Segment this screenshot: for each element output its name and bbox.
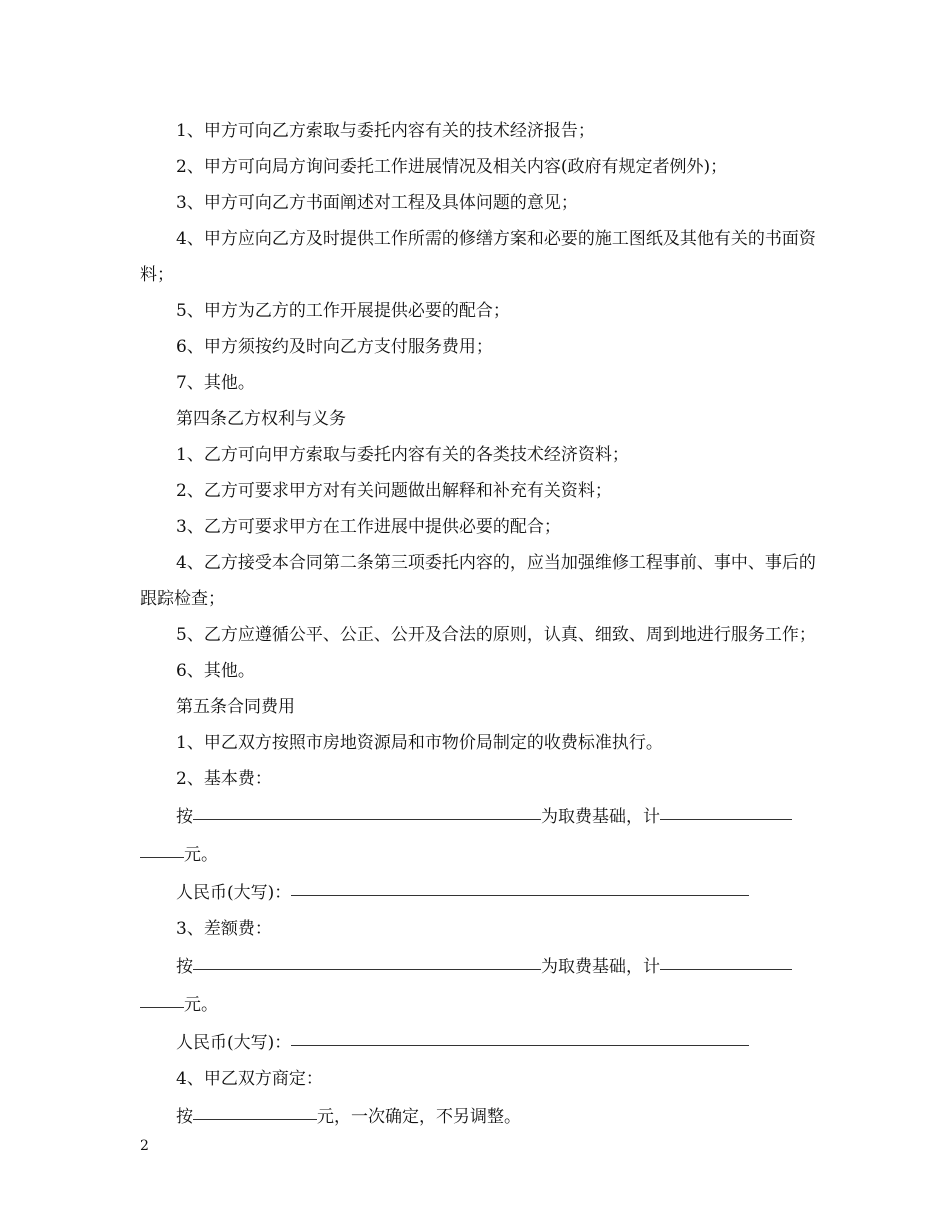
- fill-yuan-text: 元。: [184, 845, 218, 865]
- party-a-clause-7: 7、其他。: [176, 373, 255, 393]
- article-5-item-4-label: 4、甲乙双方商定：: [176, 1069, 323, 1089]
- article-4-heading: 第四条乙方权利与义务: [176, 409, 346, 429]
- agreed-fee-line: [140, 1097, 820, 1135]
- article-5-item-1: 1、甲乙双方按照市房地资源局和市物价局制定的收费标准执行。: [176, 733, 663, 753]
- agreed-fee-amount-blank[interactable]: [193, 1095, 317, 1120]
- difference-fee-fill-line: [140, 947, 820, 1023]
- article-4-item-1: 1、乙方可向甲方索取与委托内容有关的各类技术经济资料；: [176, 445, 629, 465]
- basic-fee-amount-blank-cont[interactable]: [140, 833, 184, 858]
- agreed-fee-tail-text: 元，一次确定，不另调整。: [317, 1107, 521, 1127]
- article-4-item-2: 2、乙方可要求甲方对有关问题做出解释和补充有关资料；: [176, 481, 612, 501]
- party-a-clause-6: 6、甲方须按约及时向乙方支付服务费用；: [176, 337, 493, 357]
- fill-basis-text: 为取费基础，计: [541, 957, 660, 977]
- basic-fee-basis-blank[interactable]: [193, 795, 541, 820]
- article-5-item-2-label: 2、基本费：: [176, 769, 272, 789]
- rmb-label: 人民币(大写)：: [176, 1033, 292, 1053]
- article-4-item-5: 5、乙方应遵循公平、公正、公开及合法的原则，认真、细致、周到地进行服务工作；: [176, 625, 816, 645]
- article-4-item-4: 4、乙方接受本合同第二条第三项委托内容的，应当加强维修工程事前、事中、事后的跟踪检查；: [140, 553, 816, 609]
- basic-fee-rmb-blank[interactable]: [291, 871, 749, 896]
- article-4-item-6: 6、其他。: [176, 661, 255, 681]
- party-a-clause-3: 3、甲方可向乙方书面阐述对工程及具体问题的意见；: [176, 193, 578, 213]
- basic-fee-fill-line: [140, 797, 820, 873]
- fill-an-text: 按: [176, 1107, 193, 1127]
- fill-basis-text: 为取费基础，计: [541, 807, 660, 827]
- party-a-clause-4: 4、甲方应向乙方及时提供工作所需的修缮方案和必要的施工图纸及其他有关的书面资料；: [140, 229, 816, 285]
- difference-fee-basis-blank[interactable]: [193, 945, 541, 970]
- party-a-clause-2: 2、甲方可向局方询问委托工作进展情况及相关内容(政府有规定者例外)；: [176, 157, 728, 177]
- rmb-label: 人民币(大写)：: [176, 883, 292, 903]
- article-5-heading: 第五条合同费用: [176, 697, 295, 717]
- difference-fee-amount-blank-cont[interactable]: [140, 983, 184, 1008]
- difference-fee-amount-blank[interactable]: [660, 945, 792, 970]
- page-number: 2: [140, 1138, 149, 1154]
- party-a-clause-5: 5、甲方为乙方的工作开展提供必要的配合；: [176, 301, 510, 321]
- basic-fee-rmb-line: [140, 873, 820, 911]
- fill-an-text: 按: [176, 957, 193, 977]
- difference-fee-rmb-blank[interactable]: [291, 1021, 749, 1046]
- basic-fee-amount-blank[interactable]: [660, 795, 792, 820]
- party-a-clause-1: 1、甲方可向乙方索取与委托内容有关的技术经济报告；: [176, 121, 595, 141]
- article-5-item-3-label: 3、差额费：: [176, 919, 272, 939]
- fill-an-text: 按: [176, 807, 193, 827]
- document-body: [140, 113, 820, 1135]
- fill-yuan-text: 元。: [184, 995, 218, 1015]
- difference-fee-rmb-line: [140, 1023, 820, 1061]
- article-4-item-3: 3、乙方可要求甲方在工作进展中提供必要的配合；: [176, 517, 561, 537]
